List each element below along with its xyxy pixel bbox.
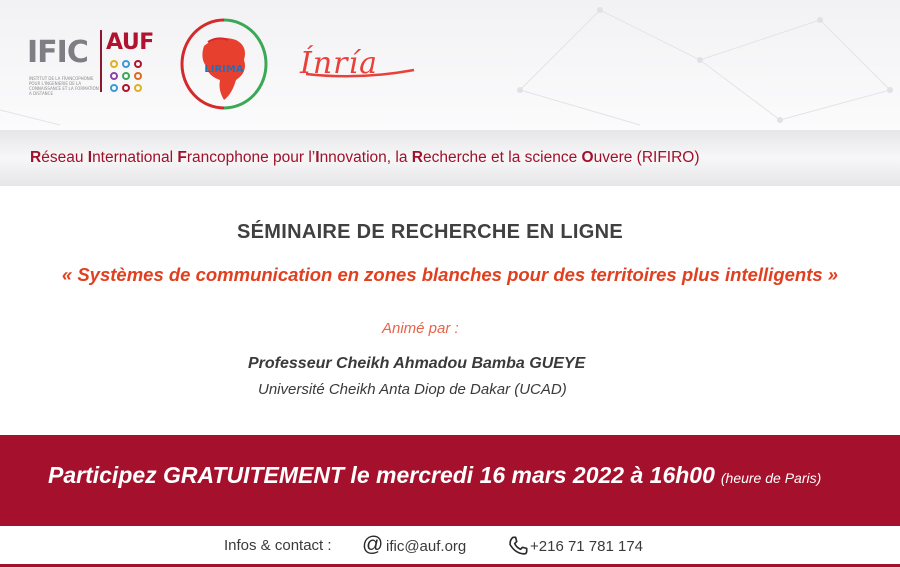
network-name-initial: R <box>30 149 42 166</box>
speaker-name: Professeur Cheikh Ahmadou Bamba GUEYE <box>248 355 586 372</box>
network-name-part: éseau <box>41 149 88 166</box>
network-name-initial: I <box>87 149 93 166</box>
network-name-part: nternational <box>92 149 178 166</box>
lirima-logo <box>178 16 270 112</box>
ific-logo-subtitle: INSTITUT DE LA FRANCOPHONIE POUR L'INGENIERIE DE LA CONNAISSANCE ET LA FORMATION A DISTANCE <box>29 76 99 96</box>
network-name-part: echerche et la science <box>422 149 582 166</box>
contact-label: Infos & contact : <box>224 537 332 554</box>
logo-header <box>0 0 900 130</box>
network-name-part: uvere (RIFIRO) <box>593 149 700 166</box>
lirima-logo-text: LIRIMA <box>204 64 244 75</box>
auf-logo-text: AUF <box>106 30 154 55</box>
network-name-part: nnovation, la <box>319 149 412 166</box>
animated-by-label: Animé par : <box>382 320 459 337</box>
seminar-title <box>0 221 900 244</box>
seminar-subject: « Systèmes de communication en zones blanches pour des territoires plus intelligents » <box>61 264 839 285</box>
inria-swash-icon <box>300 58 420 82</box>
network-name-initial: O <box>581 149 594 166</box>
contact-phone[interactable]: +216 71 781 174 <box>530 538 644 555</box>
auf-dots-icon <box>108 58 146 94</box>
ific-logo-text: IFIC <box>27 35 88 70</box>
registration-main: Participez GRATUITEMENT le mercredi 16 mars 2022 à 16h00 <box>48 462 715 488</box>
logo-separator <box>100 30 102 92</box>
network-name-initial: F <box>177 149 187 166</box>
registration-text <box>48 462 821 489</box>
network-name-part: rancophone pour l’ <box>186 149 316 166</box>
inria-logo-text: Ínría <box>300 46 378 81</box>
network-name-initial: I <box>315 149 320 166</box>
speaker-affiliation: Université Cheikh Anta Diop de Dakar (UCAD) <box>258 381 567 398</box>
network-name-initial: R <box>411 149 423 166</box>
seminar-title-text: SÉMINAIRE DE RECHERCHE EN LIGNE <box>236 221 623 243</box>
phone-icon <box>507 535 529 557</box>
contact-email[interactable]: ific@auf.org <box>386 538 467 555</box>
network-name <box>30 149 890 167</box>
at-sign-icon: @ <box>362 533 384 556</box>
timezone-note: (heure de Paris) <box>720 470 822 486</box>
